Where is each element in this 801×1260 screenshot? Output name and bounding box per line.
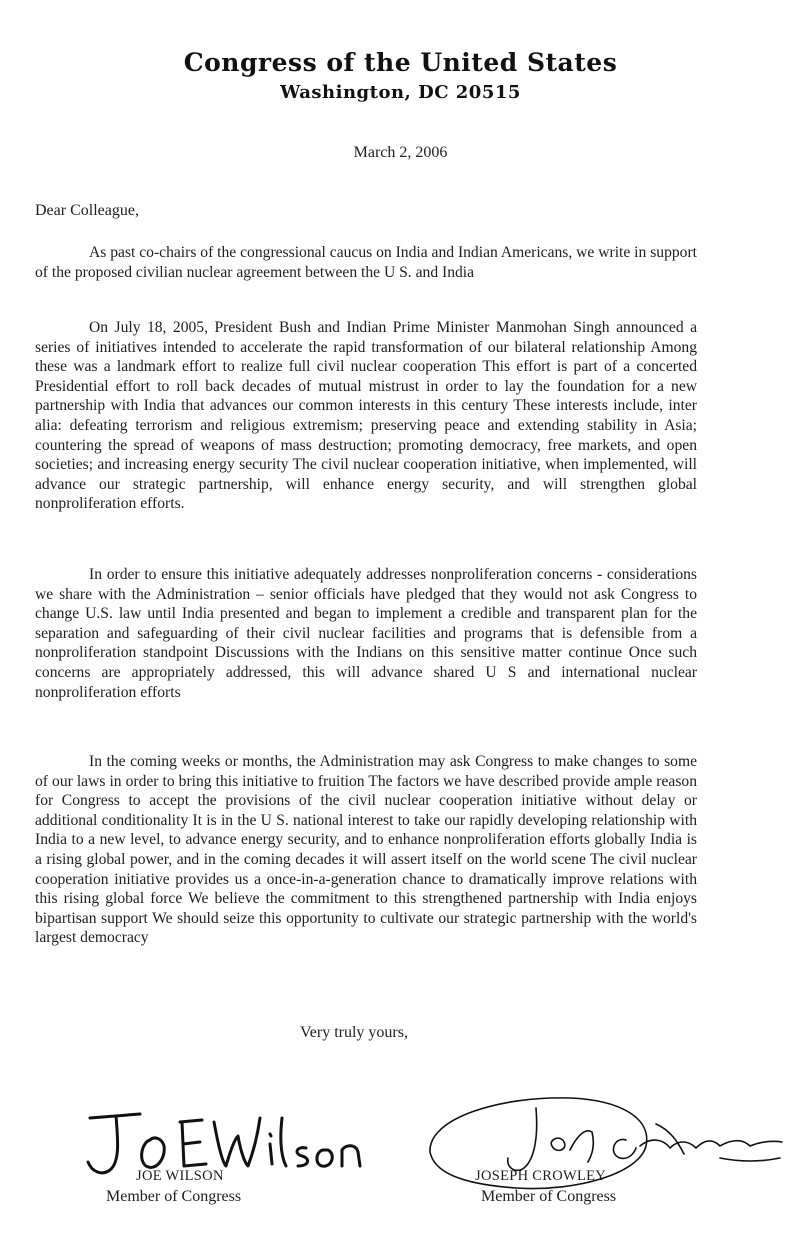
body-paragraph-1: As past co-chairs of the congressional caucus on India and Indian Americans, we write in support of the proposed civilian nuclear agreement between the U S. and India (35, 244, 697, 281)
signer-name: JOE WILSON (136, 1168, 224, 1184)
body-paragraph-2: On July 18, 2005, President Bush and Indian Prime Minister Manmohan Singh announced a series of initiatives intended to accelerate the rapid transformation of our bilateral relationship Among these was a landmark effort to realize full civil nuclear cooperation This effort is part of a concerted Presidential effort to roll back decades of mutual mistrust in order to lay the foundation for a new partnership with India that advances our common interests in this century These interests include, inter alia: defeating terrorism and religious extremism; preserving peace and extending stability in Asia; countering the spread of weapons of mass destruction; promoting democracy, free markets, and open societies; and increasing energy security The civil nuclear cooperation initiative, when implemented, will advance our strategic partnership, will enhance energy security, and will strengthen global nonproliferation efforts. (35, 319, 697, 513)
signer-title: Member of Congress (106, 1188, 242, 1205)
signer-name: JOSEPH CROWLEY (475, 1168, 607, 1184)
signature-wilson (80, 1100, 370, 1190)
salutation: Dear Colleague, (35, 202, 139, 219)
closing: Very truly yours, (300, 1024, 408, 1041)
letterhead-title: Congress of the United States (183, 48, 618, 77)
letter-date: March 2, 2006 (353, 144, 448, 161)
letterhead-address: Washington, DC 20515 (280, 82, 521, 103)
signer-title: Member of Congress (481, 1188, 617, 1205)
body-paragraph-3: In order to ensure this initiative adequately addresses nonproliferation concerns - considerations we share with the Administration – senior officials have pledged that they would not ask Congress to change U.S. law until India presented and began to implement a credible and transparent plan for the separation and safeguarding of their civil nuclear facilities and programs that is defensible from a nonproliferation standpoint Discussions with the Indians on this sensitive matter continue Once such concerns are appropriately addressed, this will advance shared U S and international nuclear nonproliferation efforts (35, 566, 697, 701)
body-paragraph-4: In the coming weeks or months, the Administration may ask Congress to make changes to some of our laws in order to bring this initiative to fruition The factors we have described provide ample reason for Congress to accept the provisions of the civil nuclear cooperation initiative without delay or additional conditionality It is in the U S. national interest to take our rapidly developing relationship with India to a new level, to advance energy security, and to enhance nonproliferation efforts globally India is a rising global power, and in the coming decades it will assert itself on the world scene The civil nuclear cooperation initiative provides us a once-in-a-generation chance to dramatically improve relations with this rising global force We believe the commitment to this strengthened partnership with India enjoys bipartisan support We should seize this opportunity to cultivate our strategic partnership with the world's largest democracy (35, 753, 697, 947)
